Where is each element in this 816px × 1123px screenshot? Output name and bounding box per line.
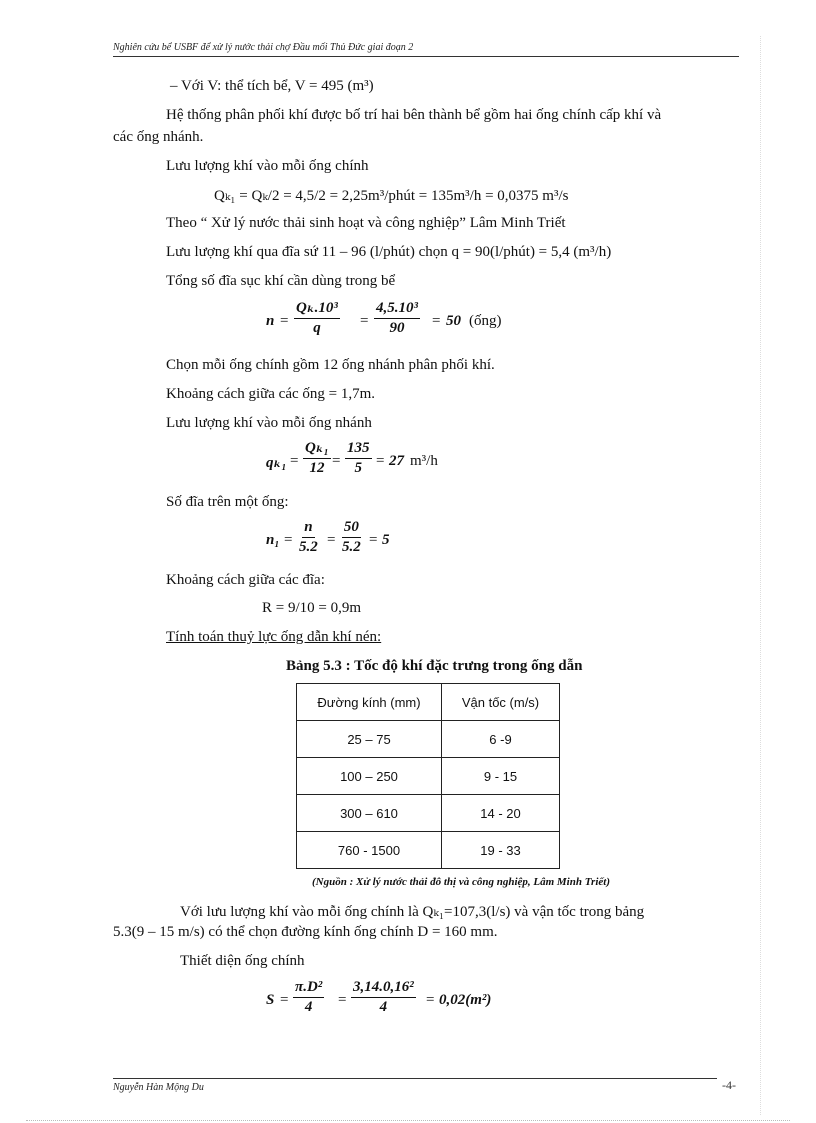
- table-row: [297, 758, 560, 795]
- text-line: – Với V: thể tích bể, V = 495 (m³): [170, 78, 374, 94]
- table-row: [297, 721, 560, 758]
- eq-equals: =: [284, 532, 293, 548]
- running-header: Nghiên cứu bể USBF để xử lý nước thải chợ Đầu mối Thủ Đức giai đoạn 2: [113, 42, 414, 53]
- text-line: Chọn mỗi ống chính gồm 12 ống nhánh phân phối khí.: [166, 357, 495, 373]
- bottom-guide: [26, 1120, 790, 1121]
- table-header-cell: Vận tốc (m/s): [442, 684, 560, 721]
- eq-equals: =: [290, 453, 299, 469]
- text-line: Tổng số đĩa sục khí cần dùng trong bể: [166, 273, 396, 289]
- eq-equals: =: [426, 992, 435, 1008]
- table-cell: 6 -9: [442, 721, 560, 758]
- eq-numerator: π.D²: [293, 979, 324, 998]
- eq-denominator: 4: [379, 999, 388, 1015]
- eq-denominator: 5.2: [299, 539, 318, 555]
- text-line: Lưu lượng khí vào mỗi ống chính: [166, 158, 369, 174]
- text-line: Lưu lượng khí qua đĩa sứ 11 – 96 (l/phút) chọn q = 90(l/phút) = 5,4 (m³/h): [166, 244, 612, 260]
- text-line: Số đĩa trên một ống:: [166, 494, 289, 510]
- text-line: Với lưu lượng khí vào mỗi ống chính là Qₖ₁=107,3(l/s) và vận tốc trong bảng: [180, 904, 645, 920]
- text-line: 5.3(9 – 15 m/s) có thể chọn đường kính ống chính D = 160 mm.: [113, 924, 498, 940]
- eq-lhs: S: [266, 992, 275, 1008]
- eq-lhs: n₁: [266, 532, 280, 548]
- equation-cross-section: [266, 979, 516, 1025]
- table-header-row: [297, 684, 560, 721]
- eq-equals: =: [360, 313, 369, 329]
- table-cell: 100 – 250: [297, 758, 442, 795]
- text-line: Khoảng cách giữa các ống = 1,7m.: [166, 386, 376, 402]
- eq-fraction: [294, 300, 340, 337]
- text-line: Hệ thống phân phối khí được bố trí hai bên thành bể gồm hai ống chính cấp khí và: [166, 107, 662, 123]
- text-line: Theo “ Xử lý nước thải sinh hoạt và công nghiệp” Lâm Minh Triết: [166, 215, 566, 231]
- eq-numerator: 135: [345, 440, 372, 459]
- table-cell: 25 – 75: [297, 721, 442, 758]
- eq-denominator: 12: [309, 460, 325, 476]
- text-line: R = 9/10 = 0,9m: [262, 600, 362, 616]
- velocity-table: [296, 683, 560, 869]
- margin-guide: [760, 36, 761, 1115]
- eq-result: 5: [382, 532, 390, 548]
- eq-equals: =: [280, 313, 289, 329]
- page-number: -4-: [722, 1078, 736, 1092]
- table-caption: Bảng 5.3 : Tốc độ khí đặc trưng trong ống dẫn: [286, 658, 583, 674]
- table-source: (Nguồn : Xử lý nước thải đô thị và công nghiệp, Lâm Minh Triết): [312, 876, 610, 888]
- eq-equals: =: [376, 453, 385, 469]
- eq-denominator: 5: [354, 460, 362, 476]
- eq-fraction: [351, 979, 416, 1016]
- eq-denominator: q: [313, 320, 321, 336]
- eq-denominator: 90: [389, 320, 405, 336]
- eq-fraction: [293, 979, 324, 1016]
- table-cell: 760 - 1500: [297, 832, 442, 869]
- eq-numerator: Qₖ.10³: [294, 300, 340, 319]
- eq-lhs: qₖ₁: [266, 455, 287, 471]
- text-line: các ống nhánh.: [113, 129, 204, 145]
- eq-equals: =: [327, 532, 336, 548]
- equation-disk-count: [266, 300, 526, 346]
- text-line: Lưu lượng khí vào mỗi ống nhánh: [166, 415, 372, 431]
- eq-fraction: [345, 440, 372, 477]
- text-line: Khoảng cách giữa các đĩa:: [166, 572, 325, 588]
- text-line: Thiết diện ống chính: [180, 953, 305, 969]
- eq-numerator: 4,5.10³: [374, 300, 420, 319]
- table-row: [297, 795, 560, 832]
- eq-equals: =: [338, 992, 347, 1008]
- footer-rule: [113, 1078, 717, 1079]
- table-row: [297, 832, 560, 869]
- eq-equals: =: [280, 992, 289, 1008]
- eq-numerator: 50: [342, 519, 361, 538]
- eq-fraction: [340, 519, 363, 556]
- table-cell: 300 – 610: [297, 795, 442, 832]
- eq-denominator: 5.2: [342, 539, 361, 555]
- table-cell: 9 - 15: [442, 758, 560, 795]
- section-heading: Tính toán thuỷ lực ống dẫn khí nén:: [166, 629, 382, 645]
- eq-result: 0,02(m²): [439, 992, 492, 1008]
- eq-fraction: [374, 300, 420, 337]
- table-cell: 19 - 33: [442, 832, 560, 869]
- eq-equals: =: [332, 453, 341, 469]
- eq-equals: =: [432, 313, 441, 329]
- eq-numerator: n: [302, 519, 314, 538]
- table-cell: 14 - 20: [442, 795, 560, 832]
- equation-branch-flow: [266, 440, 466, 486]
- table-header-cell: Đường kính (mm): [297, 684, 442, 721]
- eq-fraction: [297, 519, 320, 556]
- eq-unit: m³/h: [410, 453, 438, 469]
- eq-equals: =: [369, 532, 378, 548]
- eq-lhs: n: [266, 313, 275, 329]
- eq-fraction: [303, 440, 331, 477]
- eq-denominator: 4: [304, 999, 313, 1015]
- eq-numerator: Qₖ₁: [303, 440, 331, 459]
- eq-result: 27: [389, 453, 404, 469]
- eq-numerator: 3,14.0,16²: [351, 979, 416, 998]
- equation-disks-per-pipe: [266, 519, 406, 565]
- footer-author: Nguyễn Hàn Mộng Du: [113, 1082, 204, 1093]
- header-rule: [113, 56, 739, 57]
- text-line: Qₖ₁ = Qₖ/2 = 4,5/2 = 2,25m³/phút = 135m³/h = 0,0375 m³/s: [214, 188, 569, 204]
- eq-result: 50: [446, 313, 461, 329]
- eq-unit: (ống): [469, 313, 502, 329]
